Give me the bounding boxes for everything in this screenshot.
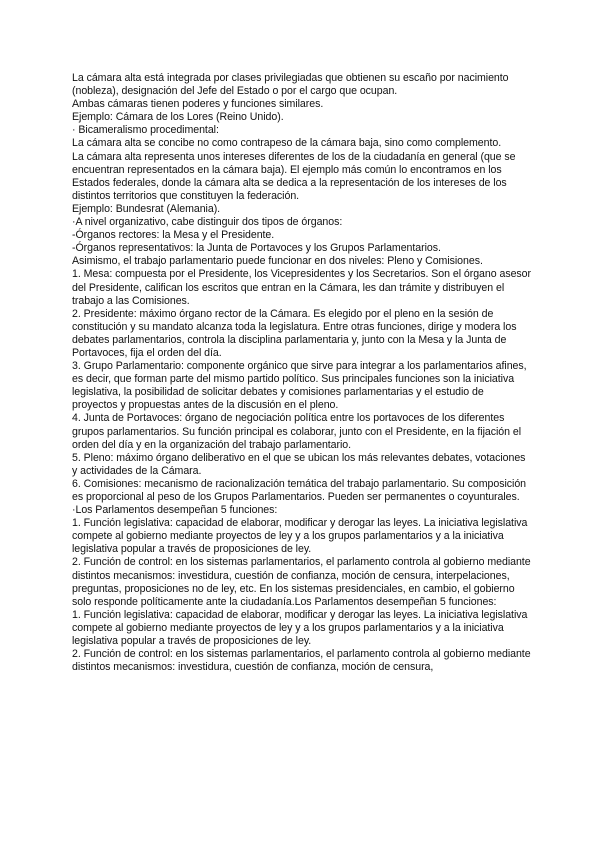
paragraph-funciones-heading: ·Los Parlamentos desempeñan 5 funciones: (72, 504, 278, 517)
paragraph-intereses: La cámara alta representa unos intereses diferentes de los de la ciudadanía en general (que se encuentran representados en la cámara baja). El ejemplo más común lo encontramos en los Estados federales, donde la cámara alta se dedica a la representación de los intereses de los distintos territorios que constituyen la federación. (72, 150, 516, 202)
paragraph-ejemplo-lores: Ejemplo: Cámara de los Lores (Reino Unido). (72, 111, 284, 124)
paragraph-funcion-legislativa-repeat: 1. Función legislativa: capacidad de elaborar, modificar y derogar las leyes. La iniciativa legislativa compete al gobierno mediante proyectos de ley y a los grupos parlamentarios y a la iniciativa legislativa popular a través de proposiciones de ley. (72, 608, 528, 648)
paragraph-junta-portavoces: 4. Junta de Portavoces: órgano de negociación política entre los portavoces de los diferentes grupos parlamentarios. Su función principal es colaborar, junto con el Presidente, en la fijación el orden del día y en la organización del trabajo parlamentario. (72, 412, 522, 451)
paragraph-mesa: 1. Mesa: compuesta por el Presidente, los Vicepresidentes y los Secretarios. Son el órgano asesor del Presidente, califican los escritos que entran en la Cámara, les dan trámite y distribuyen el trabajo a las Comisiones. (72, 268, 531, 307)
paragraph-bicameralismo-heading: · Bicameralismo procedimental: (72, 124, 219, 137)
paragraph-pleno: 5. Pleno: máximo órgano deliberativo en el que se ubican los más relevantes debates, votaciones y actividades de la Cámara. (72, 451, 526, 477)
paragraph-asimismo: Asimismo, el trabajo parlamentario puede funcionar en dos niveles: Pleno y Comisiones. (72, 255, 483, 268)
paragraph-funcion-legislativa: 1. Función legislativa: capacidad de elaborar, modificar y derogar las leyes. La iniciativa legislativa compete al gobierno mediante proyectos de ley y a los grupos parlamentarios y a la iniciativa legislativa popular a través de proposiciones de ley. (72, 517, 528, 556)
paragraph-ambas-camaras: Ambas cámaras tienen poderes y funciones similares. (72, 98, 324, 111)
paragraph-complemento: La cámara alta se concibe no como contrapeso de la cámara baja, sino como complemento. (72, 137, 502, 150)
paragraph-nivel-organizativo: ·A nivel organizativo, cabe distinguir dos tipos de órganos: (72, 216, 343, 229)
paragraph-camara-alta-privilegiadas: La cámara alta está integrada por clases privilegiadas que obtienen su escaño por nacimiento (nobleza), designación del Jefe del Estado o por el cargo que ocupan. (72, 72, 509, 98)
paragraph-ejemplo-bundesrat: Ejemplo: Bundesrat (Alemania). (72, 202, 221, 215)
paragraph-presidente: 2. Presidente: máximo órgano rector de la Cámara. Es elegido por el pleno en la sesión de constitución y su mandato alcanza toda la legislatura. Entre otras funciones, dirige y modera los debates parlamentarios, controla la disciplina parlamentaria y, junto con la Mesa y la Junta de Portavoces, fija el orden del día. (72, 307, 517, 359)
list-item-organos-rectores: -Órganos rectores: la Mesa y el Presidente. (72, 229, 275, 242)
paragraph-grupo-parlamentario: 3. Grupo Parlamentario: componente orgánico que sirve para integrar a los parlamentarios afines, es decir, que forman parte del mismo partido político. Sus principales funciones son la iniciativa legislativa, la posibilidad de solicitar debates y comisiones parlamentarias y el estudio de proyectos y propuestas antes de la discusión en el pleno. (72, 360, 527, 412)
paragraph-funcion-control-repeat: 2. Función de control: en los sistemas parlamentarios, el parlamento controla al gobierno mediante distintos mecanismos: investidura, cuestión de confianza, moción de censura, (72, 648, 531, 674)
list-item-organos-representativos: -Órganos representativos: la Junta de Portavoces y los Grupos Parlamentarios. (72, 242, 441, 255)
paragraph-funcion-control: 2. Función de control: en los sistemas parlamentarios, el parlamento controla al gobierno mediante distintos mecanismos: investidura, cuestión de confianza, moción de censura, interpelaciones, preguntas, proposiciones no de ley, etc. En los sistemas presidenciales, en cambio, el gobierno solo responde políticamente ante la ciudadanía.Los Parlamentos desempeñan 5 funciones: (72, 556, 531, 608)
paragraph-comisiones: 6. Comisiones: mecanismo de racionalización temática del trabajo parlamentario. Su composición es proporcional al peso de los Grupos Parlamentarios. Pueden ser permanentes o coyunturales. (72, 477, 526, 503)
document-page (72, 72, 532, 674)
